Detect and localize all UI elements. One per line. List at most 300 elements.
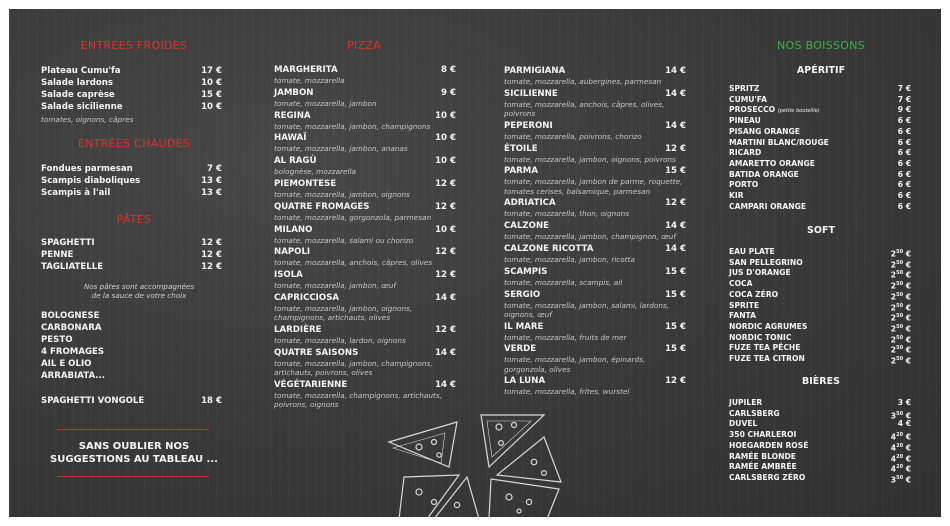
- menu-item-price: 14 €: [435, 379, 456, 390]
- menu-item-name: SERGIO: [504, 289, 541, 300]
- pizza-description: tomate, mozzarella, jambon, oignons, poivrons: [504, 154, 676, 164]
- drink-note: (petite bouteille): [777, 108, 820, 115]
- drink-item: [729, 343, 911, 354]
- drink-price-cents: 50: [896, 313, 904, 320]
- pizza-description: tomate, mozzarella, jambon, salami, lardons,: [504, 300, 670, 310]
- pizza-description: tomate, mozzarella, jambon, oignons,: [274, 304, 413, 313]
- menu-item: [274, 65, 456, 76]
- drink-price: 7 €: [897, 94, 911, 104]
- suggestions-message: [29, 440, 239, 466]
- aperitif-title: APÉRITIF: [796, 65, 846, 76]
- menu-item: [504, 322, 686, 333]
- menu-item: [274, 88, 456, 99]
- menu-item: [274, 293, 456, 304]
- pizza-description: tomate, mozzarella, jambon, ricotta: [504, 255, 635, 264]
- drink-item: [729, 419, 911, 430]
- drink-price-cents: 50: [896, 356, 904, 362]
- drink-name: PROSECCO: [729, 105, 776, 115]
- menu-item-price: 14 €: [665, 66, 686, 76]
- menu-item: [274, 380, 456, 391]
- pizza-description: tomate, mozzarella, jambon, épinards,: [504, 355, 646, 365]
- drink-price-cents: 20: [896, 453, 904, 460]
- drink-price-euros: 4: [890, 454, 897, 464]
- menu-item-price: 13 €: [201, 176, 222, 186]
- drink-item: [729, 191, 911, 202]
- menu-item-name: PENNE: [41, 250, 74, 260]
- menu-item-price: 15 €: [665, 166, 686, 177]
- drink-price-euros: 2: [890, 313, 897, 323]
- menu-item-name: Scampis à l'ail: [41, 188, 111, 198]
- menu-item-price: 14 €: [665, 221, 686, 232]
- menu-item-name: CALZONE RICOTTA: [504, 244, 594, 254]
- pizza-description: tomate, mozzarella, jambon de parme, roquette,: [504, 177, 683, 187]
- drink-price-cents: 50: [896, 334, 904, 341]
- drink-price-euros: 4: [890, 443, 897, 453]
- drink-price: $2^{50}$ €: [890, 323, 911, 334]
- drink-name: FUZE TEA PÊCHE: [729, 343, 801, 353]
- menu-item-price: 14 €: [665, 244, 686, 254]
- drink-name: PORTO: [729, 180, 759, 190]
- menu-item-name: VÉGÉTARIENNE: [274, 379, 348, 390]
- drink-item: [729, 84, 911, 95]
- drink-item: [729, 279, 911, 290]
- pizza-description: tomate, mozzarella, aubergines, parmesan: [504, 77, 662, 86]
- drink-price: $2^{50}$ €: [890, 302, 911, 313]
- drink-name: SPRITZ: [729, 84, 760, 93]
- pizza-description: bolognèse, mozzarella: [274, 167, 356, 177]
- drink-item: [729, 398, 911, 409]
- menu-item-price: 10 €: [201, 78, 222, 88]
- drink-price: 6 €: [897, 169, 911, 179]
- menu-item: [41, 78, 222, 89]
- menu-item-name: Salade sicilienne: [41, 102, 123, 112]
- sauce-item: CARBONARA: [41, 323, 102, 333]
- menu-item-name: Fondues parmesan: [41, 164, 133, 174]
- menu-item-price: 17 €: [201, 66, 222, 76]
- drink-price-euros: 2: [890, 281, 897, 291]
- menu-item-name: SCAMPIS: [504, 266, 548, 277]
- menu-item-price: 10 €: [435, 224, 456, 235]
- menu-item-price: 12 €: [201, 262, 222, 272]
- drink-item: [729, 202, 911, 213]
- menu-item: [504, 344, 686, 355]
- sauce-item: AIL E OLIO: [41, 359, 92, 369]
- menu-item: [504, 376, 686, 387]
- pizza-description: poivrons: [504, 109, 536, 118]
- menu-item-price: 14 €: [435, 347, 456, 358]
- drink-price-euros: 4: [897, 419, 904, 429]
- drink-price-euros: 2: [890, 303, 897, 313]
- pizza-description: tomate, mozzarella, jambon, oignons: [274, 190, 410, 199]
- menu-item: [504, 244, 686, 255]
- pates-note-line1: Nos pâtes sont accompagnées: [83, 282, 195, 291]
- pizza-description: tomate, mozzarella, poivrons, chorizo: [504, 131, 642, 141]
- menu-item: [41, 262, 222, 273]
- drink-item: [729, 116, 911, 127]
- vongole-row: [41, 396, 222, 407]
- menu-item-name: ISOLA: [274, 270, 303, 281]
- pates-note-line2: de la sauce de votre choix: [91, 291, 187, 300]
- drink-name: COCA: [729, 279, 753, 289]
- drink-item: [729, 247, 911, 258]
- menu-item: [504, 66, 686, 77]
- pizza-description: tomate, mozzarella: [274, 76, 345, 85]
- vongole-name: SPAGHETTI VONGOLE: [41, 396, 145, 406]
- menu-item: [274, 225, 456, 236]
- drink-item: [729, 301, 911, 312]
- drink-name: SAN PELLEGRINO: [729, 257, 803, 267]
- menu-item: [274, 348, 456, 359]
- menu-item-name: MARGHERITA: [274, 65, 338, 75]
- drink-name: DUVEL: [729, 419, 758, 429]
- menu-item-name: SPAGHETTI: [41, 238, 95, 248]
- menu-item-price: 15 €: [201, 90, 222, 100]
- drink-price-cents: 50: [896, 281, 904, 288]
- menu-item: [274, 133, 456, 144]
- menu-item: [41, 66, 222, 77]
- menu-item: [274, 270, 456, 281]
- drink-item: [729, 159, 911, 170]
- drink-name: NORDIC TONIC: [729, 332, 792, 342]
- drink-price-euros: 2: [890, 345, 897, 355]
- drink-item: [729, 127, 911, 138]
- menu-item-name: PEPERONI: [504, 120, 553, 131]
- drink-price: $2^{50}$ €: [890, 270, 911, 280]
- drink-price: $2^{50}$ €: [890, 249, 911, 259]
- drink-name: 350 CHARLEROI: [729, 430, 797, 440]
- menu-item: [504, 166, 686, 177]
- drink-price-euros: 2: [890, 260, 897, 270]
- drink-item: [729, 268, 911, 279]
- menu-item-name: HAWAÏ: [274, 133, 307, 144]
- soft-title: SOFT: [807, 225, 835, 236]
- drink-price-cents: 50: [896, 323, 904, 330]
- drink-price: 6 €: [897, 180, 911, 190]
- drink-price-euros: 4: [890, 464, 897, 474]
- drink-name: EAU PLATE: [729, 247, 775, 256]
- drink-name: HOEGARDEN ROSÉ: [729, 440, 809, 450]
- drink-price-cents: 50: [896, 270, 904, 277]
- menu-item: [504, 221, 686, 232]
- drink-price-euros: 3: [897, 398, 904, 407]
- menu-item-price: 15 €: [665, 289, 686, 300]
- drink-price: 9 €: [897, 105, 911, 115]
- menu-item-name: QUATRE FROMAGES: [274, 201, 370, 212]
- menu-item: [41, 90, 222, 101]
- menu-item: [41, 164, 222, 175]
- drink-item: [729, 354, 911, 365]
- menu-item: [41, 250, 222, 261]
- drink-item: [729, 180, 911, 191]
- pizza-description: tomate, mozzarella, champignons, artichauts,: [274, 390, 442, 400]
- menu-item: [504, 144, 686, 155]
- menu-item-name: REGINA: [274, 110, 311, 121]
- vongole-price: 18 €: [201, 396, 222, 406]
- drink-price-cents: 20: [896, 464, 904, 471]
- pizza-description: tomate, mozzarella, jambon, champignons: [274, 121, 431, 131]
- menu-item: [41, 102, 222, 113]
- drink-price-euros: 2: [890, 292, 897, 302]
- pizza-description: artichauts, poivrons, olives: [274, 368, 373, 377]
- menu-item: [274, 179, 456, 190]
- menu-item: [274, 325, 456, 336]
- menu-item-price: 9 €: [441, 87, 456, 98]
- drink-price: $2^{50}$ €: [890, 356, 911, 366]
- menu-item-name: VERDE: [504, 344, 537, 355]
- menu-item-price: 10 €: [435, 110, 456, 121]
- drink-price: $2^{50}$ €: [890, 259, 911, 270]
- drink-price: $3^{50}$ €: [890, 474, 911, 485]
- drink-price-cents: 20: [896, 432, 904, 439]
- drink-item: [729, 462, 911, 473]
- drink-price: 6 €: [897, 158, 911, 168]
- suggestions-line1: SANS OUBLIER NOS: [78, 441, 190, 452]
- drink-price: $2^{50}$ €: [890, 291, 911, 302]
- drink-name: CAMPARI ORANGE: [729, 201, 807, 211]
- drink-price-euros: 2: [890, 249, 897, 259]
- menu-item-price: 13 €: [201, 188, 222, 198]
- drink-item: [729, 148, 911, 159]
- pizza-description: tomate, mozzarella, anchois, câpres, olives: [274, 258, 433, 268]
- drink-name: PINEAU: [729, 116, 761, 126]
- drink-price-cents: 50: [896, 302, 904, 309]
- drink-item: [729, 322, 911, 333]
- menu-item-name: Salade lardons: [41, 78, 113, 88]
- menu-item-name: SICILIENNE: [504, 88, 558, 99]
- menu-item-price: 12 €: [201, 238, 222, 248]
- menu-item-name: NAPOLI: [274, 247, 311, 258]
- menu-item-price: 15 €: [665, 321, 686, 332]
- drink-name: CUMU'FA: [729, 94, 767, 104]
- drink-price: $4^{20}$ €: [890, 453, 911, 464]
- pizza-title: PIZZA: [347, 39, 381, 52]
- drink-price-cents: 50: [896, 249, 904, 255]
- drink-price: 6 €: [897, 137, 911, 147]
- suggestions-line2: SUGGESTIONS AU TABLEAU ...: [50, 454, 218, 465]
- drink-name: FANTA: [729, 311, 757, 321]
- drink-price-cents: 50: [896, 259, 904, 266]
- drink-item: [729, 409, 911, 420]
- drink-price: $2^{50}$ €: [890, 281, 911, 291]
- drink-price: $4^{20}$ €: [890, 442, 911, 453]
- menu-board: [9, 9, 941, 517]
- drink-price: 3 €: [897, 398, 911, 407]
- drink-item: [729, 170, 911, 181]
- drink-price: 6 €: [897, 126, 911, 136]
- drink-item: [729, 311, 911, 322]
- drink-item: [729, 95, 911, 106]
- menu-item-name: PIEMONTESE: [274, 179, 337, 189]
- pizza-description: tomate, mozzarella, lardon, oignons: [274, 336, 406, 345]
- pizza-description: poivrons, oignons: [274, 400, 339, 409]
- entrees-froides-note: tomates, oignons, câpres: [41, 115, 134, 124]
- bieres-title: BIÈRES: [802, 376, 840, 387]
- drink-price: 6 €: [897, 116, 911, 126]
- menu-item-price: 12 €: [435, 201, 456, 212]
- drink-price: $4^{20}$ €: [890, 464, 911, 474]
- drink-price-cents: 50: [896, 345, 904, 352]
- pates-title: PÂTES: [116, 213, 152, 226]
- menu-item: [41, 176, 222, 187]
- menu-item-name: MILANO: [274, 224, 313, 235]
- drink-price: $3^{50}$ €: [890, 410, 911, 421]
- drink-item: [729, 138, 911, 149]
- menu-item-price: 12 €: [665, 198, 686, 209]
- menu-item-price: 14 €: [435, 293, 456, 303]
- pizza-description: gorgonzola, olives: [504, 364, 571, 374]
- entrees-chaudes-title: ENTRÉES CHAUDES: [77, 137, 191, 150]
- sauce-item: ARRABIATA...: [41, 371, 106, 381]
- drink-item: [729, 473, 911, 484]
- menu-item-price: 14 €: [665, 88, 686, 99]
- menu-item-name: CAPRICCIOSA: [274, 293, 340, 303]
- menu-item: [504, 290, 686, 301]
- drink-price: $4^{20}$ €: [890, 432, 911, 442]
- drink-item: [729, 452, 911, 463]
- menu-item-name: IL MARE: [504, 321, 544, 332]
- menu-item-name: PARMIGIANA: [504, 66, 566, 76]
- drink-price-euros: 4: [890, 432, 897, 442]
- menu-item-price: 12 €: [435, 247, 456, 258]
- drink-name: JUPILER: [729, 398, 763, 407]
- menu-item-price: 10 €: [435, 133, 456, 144]
- drink-item: [729, 333, 911, 344]
- menu-item-price: 7 €: [207, 164, 222, 174]
- drink-price: $2^{50}$ €: [890, 313, 911, 323]
- menu-item: [504, 267, 686, 278]
- menu-item-name: ADRIATICA: [504, 198, 556, 209]
- menu-item-price: 15 €: [665, 344, 686, 355]
- pates-note: [39, 282, 239, 300]
- drink-name: RICARD: [729, 148, 762, 158]
- drink-name: JUS D'ORANGE: [729, 268, 791, 278]
- menu-item: [274, 202, 456, 213]
- drink-price: 4 €: [897, 419, 911, 429]
- drink-item: [729, 258, 911, 269]
- drink-price: 6 €: [897, 201, 911, 211]
- menu-item-price: 12 €: [435, 179, 456, 189]
- drink-name: MARTINI BLANC/ROUGE: [729, 137, 829, 147]
- pizza-description: tomate, mozzarella, jambon, ananas: [274, 144, 408, 154]
- pizza-description: tomate, mozzarella, jambon, œuf: [274, 281, 396, 291]
- pizza-description: tomate, mozzarella, fruits de mer: [504, 332, 627, 342]
- pizza-drawing-icon: [379, 407, 569, 517]
- drink-name: COCA ZÉRO: [729, 289, 779, 299]
- pizza-description: champignons, artichauts, olives: [274, 313, 391, 323]
- drink-price-euros: 3: [890, 475, 897, 485]
- menu-item: [274, 156, 456, 167]
- menu-item-name: Salade caprèse: [41, 90, 115, 100]
- menu-item-name: QUATRE SAISONS: [274, 347, 359, 358]
- suggestion-rule-top: [57, 429, 209, 430]
- suggestion-rule-bottom: [57, 476, 209, 477]
- pizza-description: tomate, mozzarella, jambon, champignon, œuf: [504, 232, 676, 242]
- drink-name: NORDIC AGRUMES: [729, 321, 808, 331]
- boissons-title: NOS BOISSONS: [776, 39, 866, 52]
- pizza-description: tomate, mozzarella, gorgonzola, parmesan: [274, 212, 432, 222]
- sauce-item: 4 FROMAGES: [41, 347, 105, 357]
- pizza-description: tomates cerises, balsamique, parmesan: [504, 186, 651, 196]
- menu-item-name: Plateau Cumu'fa: [41, 66, 121, 76]
- drink-price: 6 €: [897, 148, 911, 158]
- drink-price: 7 €: [897, 84, 911, 93]
- drink-price-euros: 3: [890, 411, 897, 421]
- menu-item-name: PARMA: [504, 166, 538, 177]
- menu-item-price: 12 €: [435, 325, 456, 335]
- drink-name: KIR: [729, 191, 744, 200]
- menu-item-price: 10 €: [201, 102, 222, 112]
- menu-item-name: AL RAGÙ: [274, 156, 317, 167]
- menu-item-name: LA LUNA: [504, 376, 546, 387]
- drink-item: [729, 430, 911, 441]
- pizza-description: oignons, œuf: [504, 309, 552, 319]
- menu-item-price: 10 €: [435, 156, 456, 167]
- pizza-description: tomate, mozzarella, salami ou chorizo: [274, 235, 414, 245]
- drink-price-euros: 2: [890, 335, 897, 345]
- drink-price-cents: 50: [896, 291, 904, 298]
- menu-item-price: 14 €: [665, 120, 686, 131]
- drink-price: $2^{50}$ €: [890, 334, 911, 345]
- sauce-item: PESTO: [41, 335, 73, 345]
- menu-item-name: JAMBON: [274, 87, 314, 98]
- menu-item-price: 12 €: [665, 376, 686, 387]
- drink-price-euros: 2: [890, 324, 897, 334]
- menu-item: [41, 188, 222, 199]
- pizza-description: tomate, mozzarella, anchois, câpres, olives,: [504, 99, 665, 109]
- drink-price-euros: 2: [890, 356, 897, 366]
- menu-item-name: ÉTOILE: [504, 143, 538, 154]
- entrees-froides-title: ENTRÉES FROIDES: [80, 39, 188, 52]
- drink-price-cents: 50: [896, 474, 904, 481]
- drink-price-euros: 2: [890, 270, 897, 280]
- drink-price: $2^{50}$ €: [890, 345, 911, 355]
- pizza-description: tomate, mozzarella, scampis, ail: [504, 277, 623, 287]
- menu-item: [274, 111, 456, 122]
- drink-name: SPRITE: [729, 300, 760, 310]
- menu-item-name: TAGLIATELLE: [41, 262, 104, 272]
- menu-item-name: LARDIÈRE: [274, 325, 322, 335]
- pizza-description: tomate, mozzarella, jambon, champignons,: [274, 358, 433, 368]
- menu-item: [274, 247, 456, 258]
- drink-name: CARLSBERG ZÉRO: [729, 472, 806, 482]
- drink-name: PISANG ORANGE: [729, 126, 800, 136]
- drink-price-cents: 50: [896, 410, 904, 417]
- menu-item: [504, 198, 686, 209]
- drink-name: AMARETTO ORANGE: [729, 158, 815, 168]
- menu-item: [504, 121, 686, 132]
- menu-item-price: 12 €: [201, 250, 222, 260]
- drink-item: [729, 290, 911, 301]
- menu-item-price: 12 €: [435, 270, 456, 281]
- pizza-description: tomate, mozzarella, thon, oignons: [504, 209, 630, 219]
- drink-name: CARLSBERG: [729, 408, 780, 418]
- drink-name: BATIDA ORANGE: [729, 169, 799, 179]
- drink-name: RAMÉE BLONDE: [729, 451, 796, 461]
- drink-price: 6 €: [897, 191, 911, 200]
- pizza-description: tomate, mozzarella, frites, wurstel: [504, 387, 630, 397]
- sauce-item: BOLOGNESE: [41, 311, 100, 321]
- menu-item-price: 15 €: [665, 266, 686, 277]
- menu-item-price: 12 €: [665, 143, 686, 154]
- pizza-description: tomate, mozzarella, jambon: [274, 98, 377, 108]
- menu-item-name: Scampis diaboliques: [41, 176, 141, 186]
- menu-item-price: 8 €: [441, 65, 456, 75]
- drink-name: FUZE TEA CITRON: [729, 354, 805, 363]
- drink-item: [729, 441, 911, 452]
- menu-item: [504, 89, 686, 100]
- menu-item: [41, 238, 222, 249]
- drink-name: RAMÉE AMBRÉE: [729, 462, 797, 472]
